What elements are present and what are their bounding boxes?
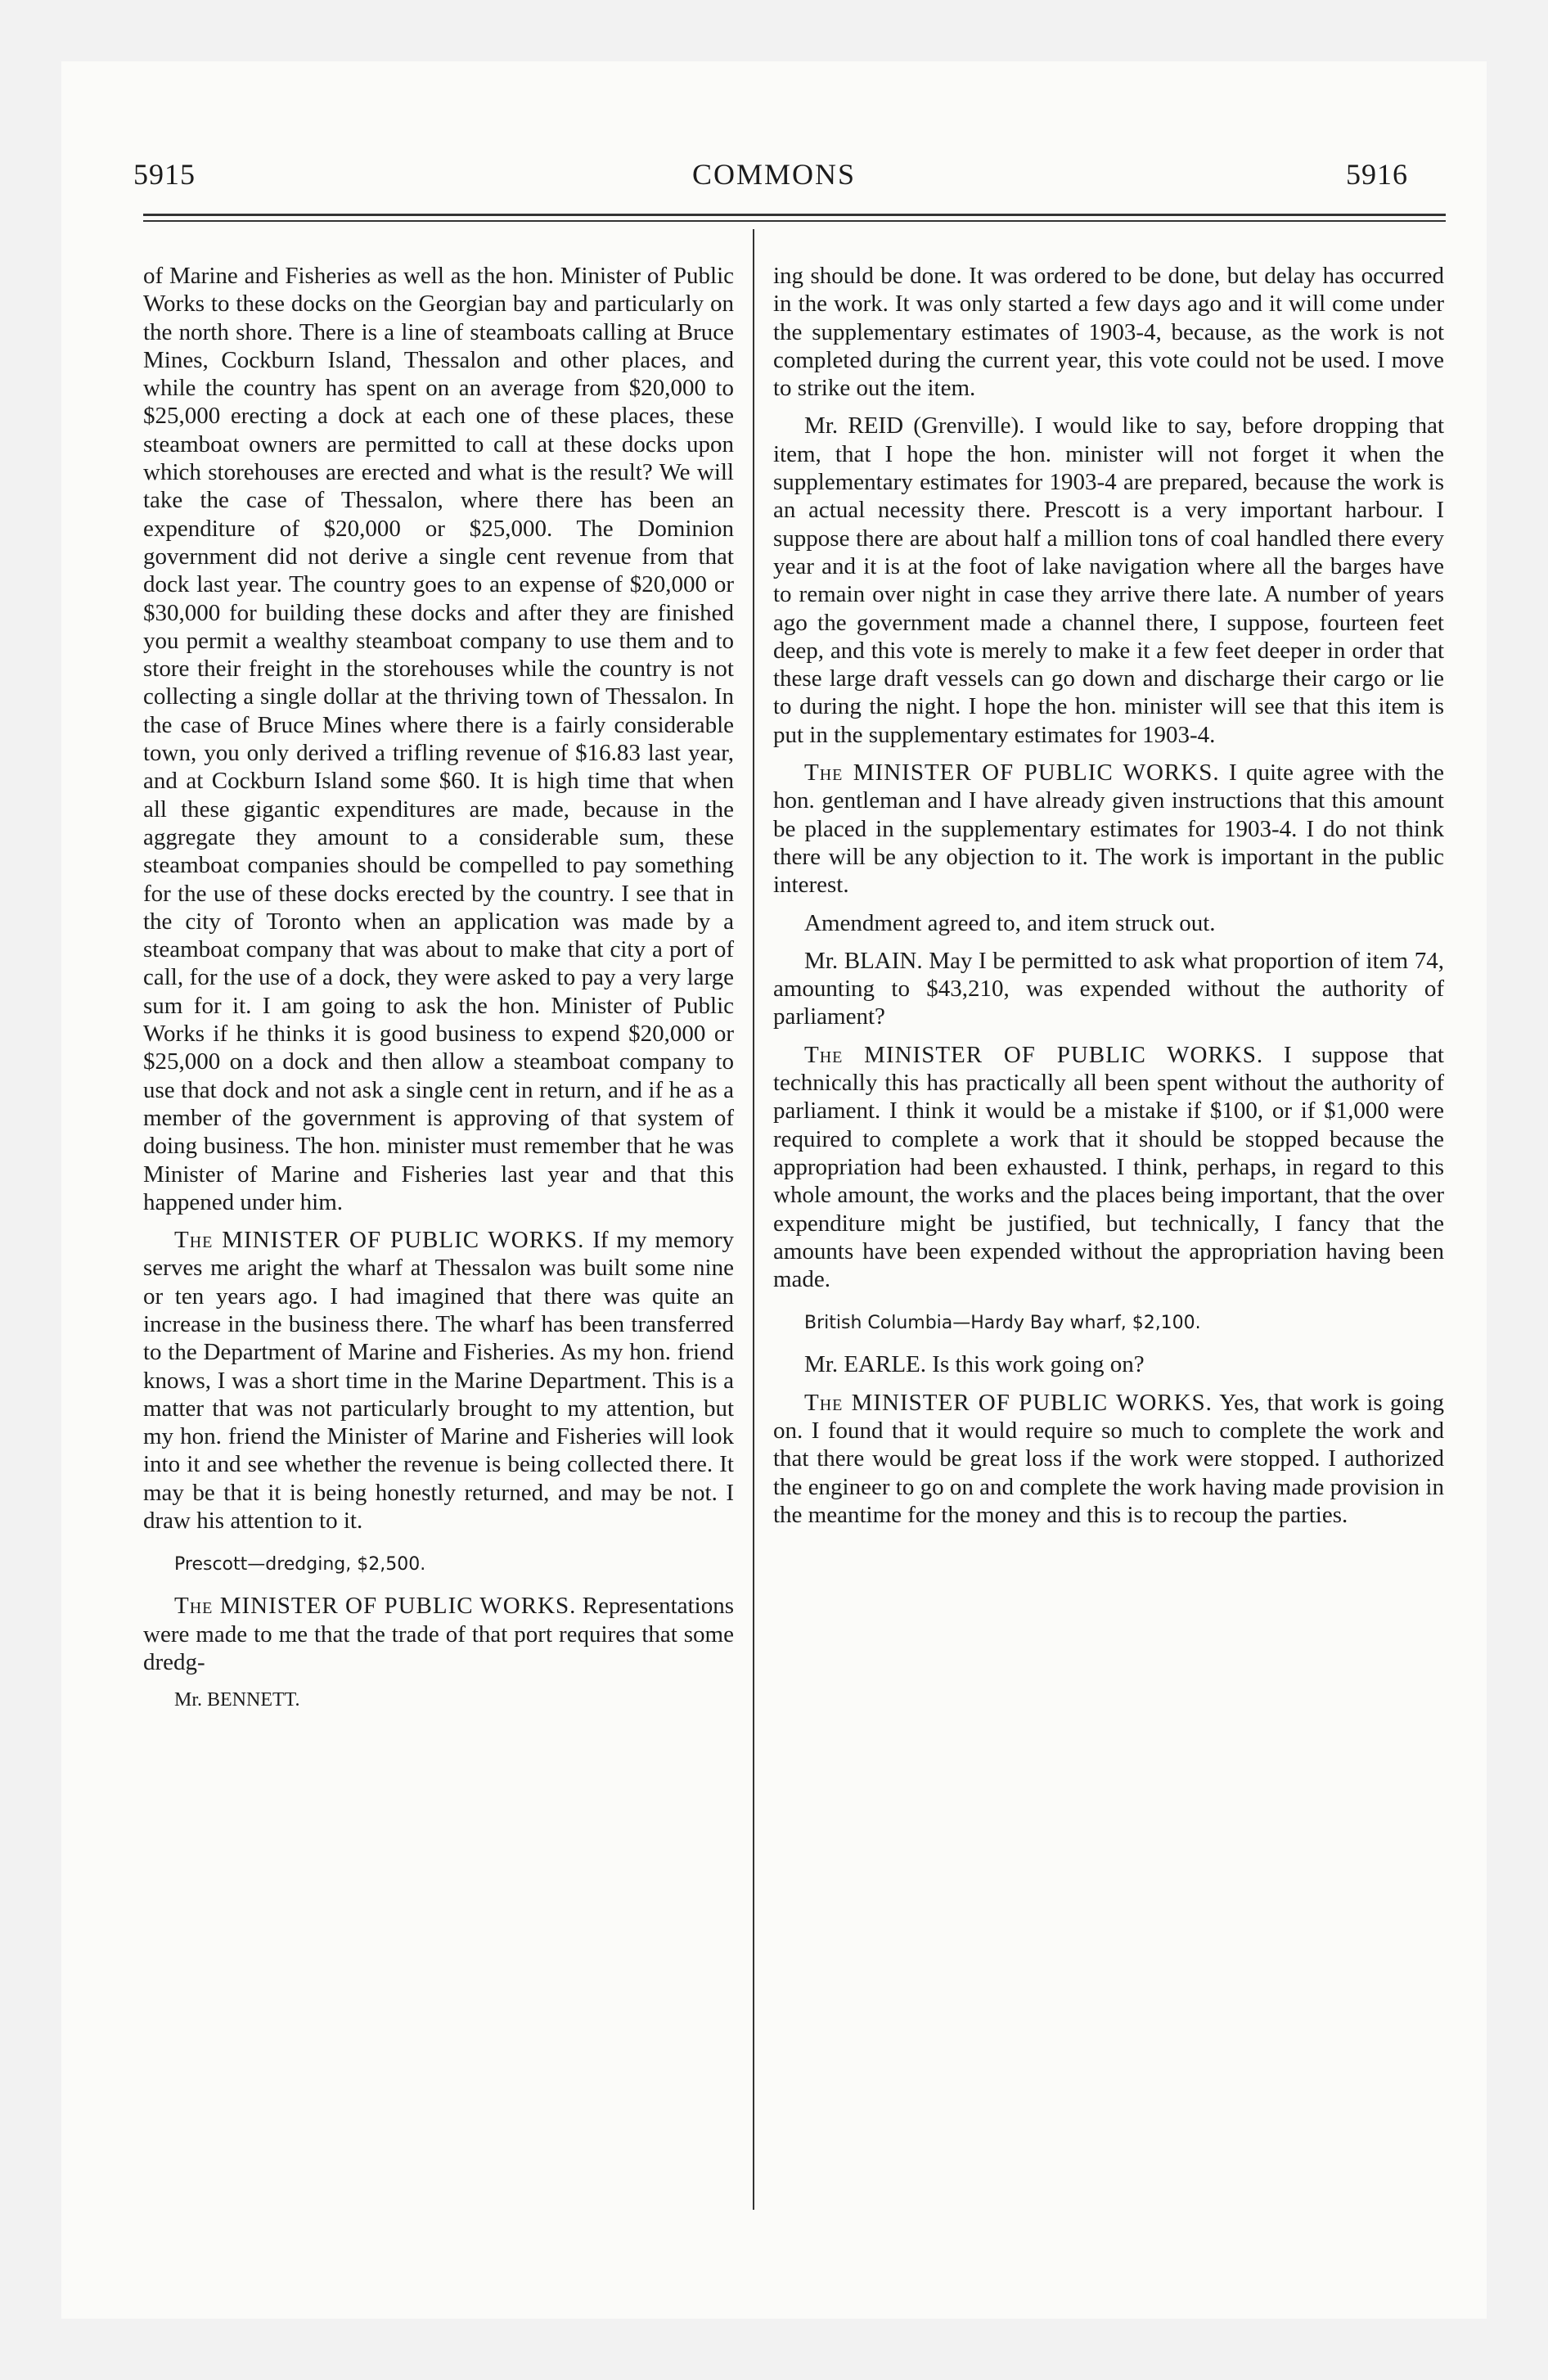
speech-text: I quite agree with the hon. gentleman and I have already given instructions that this amount be placed in the supplementary estimates for 1903-4. I do not think there will be any objection to it. The work is important in the public interest. [773,760,1444,899]
speech-text: Representations were made to me that the trade of that port requires that some dredg- [143,1593,734,1675]
paragraph: ing should be done. It was ordered to be done, but delay has occurred in the work. It was only started a few days ago and it will come under the supplementary estimates of 1903-4, because, as the work is not completed during the current year, this vote could not be used. I move to strike out the item. [773,263,1444,402]
right-column [773,262,1444,1539]
estimate-item: British Columbia—Hardy Bay wharf, $2,100. [804,1313,1201,1334]
speaker-name: Mr. BENNETT. [174,1689,300,1711]
speech-paragraph [773,947,1444,1031]
speech-text: If my memory serves me aright the wharf at Thessalon was built some nine or ten years ago. I had imagined that there was quite an increase in the business there. The wharf has been transferred to the Department of Marine and Fisheries. As my hon. friend knows, I was a short time in the Marine Department. This is a matter that was not particularly brought to my attention, but my hon. friend the Minister of Marine and Fisheries will look into it and see whether the revenue is being collected there. It may be that it is being honestly returned, and may be not. I draw his attention to it. [143,1227,734,1535]
speech-text: Is this work going on? [932,1351,1145,1378]
speaker-name: The MINISTER OF PUBLIC WORKS. [804,1041,1264,1068]
page-number-left: 5915 [133,158,196,191]
speaker-name: The MINISTER OF PUBLIC WORKS. [804,1389,1213,1416]
column-divider [753,229,754,2210]
estimate-item: Prescott—dredging, $2,500. [174,1554,426,1575]
speech-paragraph [773,1041,1444,1294]
speech-text: I would like to say, before dropping that item, that I hope the hon. minister will not forget it when the supplementary estimates for 1903-4 are prepared, because the work is an actual necessity there. Prescott is a very important harbour. I suppose there are about half a million tons of coal handled there every year and it is at the foot of lake navigation where all the barges have to remain over night in case they arrive there late. A number of years ago the government made a channel there, I suppose, fourteen feet deep, and this vote is merely to make it a few feet deeper in order that these large draft vessels can go down and discharge their cargo or lie to during the night. I hope the hon. minister will see that this item is put in the supplementary estimates for 1903-4. [773,412,1445,748]
speech-paragraph [143,1226,734,1535]
paragraph: of Marine and Fisheries as well as the hon. Minister of Public Works to these docks on the Georgian bay and particularly on the north shore. There is a line of steamboats calling at Bruce Mines, Cockburn Island, Thessalon and other places, and while the country has spent on an average from $20,000 to $25,000 erecting a dock at each one of these places, these steamboat owners are permitted to call at these docks upon which storehouses are erected and what is the result? We will take the case of Thessalon, where there has been an expenditure of $20,000 or $25,000. The Dominion government did not derive a single cent revenue from that dock last year. The country goes to an expense of $20,000 or $30,000 for building these docks and after they are finished you permit a wealthy steamboat company to use them and to store their freight in the storehouses while the country is not collecting a single dollar at the thriving town of Thessalon. In the case of Bruce Mines where there is a fairly considerable town, you only derived a trifling revenue of $16.83 last year, and at Cockburn Island some $60. It is high time that when all these gigantic expenditures are made, because in the aggregate they amount to a considerable sum, these steamboat companies should be compelled to pay something for the use of these docks erected by the country. I see that in the city of Toronto when an application was made by a steamboat company that was about to make that city a port of call, for the use of a dock, they were asked to pay a very large sum for it. I am going to ask the hon. Minister of Public Works if he thinks it is good business to expend $20,000 or $25,000 on a dock and then allow a steamboat company to use that dock and not ask a single cent in return, and if he as a member of the government is approving of that system of doing business. The hon. minister must remember that he was Minister of Marine and Fisheries last year and that this happened under him. [143,263,734,1215]
speech-paragraph [773,759,1444,899]
speaker-name: The MINISTER OF PUBLIC WORKS. [804,760,1220,787]
speech-text: I suppose that technically this has practically all been spent without the authority of parliament. I think it would be a mistake if $100, or if $1,000 were required to complete a work that it should be stopped because the appropriation had been exhausted. I think, perhaps, in regard to this whole amount, the works and the places being important, that the over expenditure might be justified, but technically, I fancy that the amounts have been expended without the appropriation having been made. [773,1041,1444,1293]
header-rule-thin [143,220,1446,222]
speech-paragraph [773,1350,1444,1378]
speaker-name: The MINISTER OF PUBLIC WORKS. [174,1227,585,1254]
running-title: COMMONS [691,158,857,191]
speaker-name: The MINISTER OF PUBLIC WORKS. [174,1593,577,1620]
speech-text: May I be permitted to ask what proportion of item 74, amounting to $43,210, was expended without the authority of parliament? [773,947,1445,1030]
speaker-name: Mr. EARLE. [804,1351,927,1378]
speaker-name: Mr. REID (Grenville). [804,412,1025,439]
speech-paragraph [773,1389,1444,1529]
scanned-page [61,61,1487,2319]
page-number-right: 5916 [1346,158,1408,191]
speech-paragraph [143,1592,734,1676]
paragraph: Amendment agreed to, and item struck out. [804,909,1216,936]
speech-paragraph [773,412,1444,749]
speech-text: Yes, that work is going on. I found that it would require so much to complete the work and that there would be great loss if the work were stopped. I authorized the engineer to go on and complete the work having made provision in the meantime for the money and this is to recoup the parties. [773,1389,1444,1528]
speaker-name: Mr. BLAIN. [804,947,923,974]
left-column [143,262,734,1724]
header-rule [143,214,1446,216]
